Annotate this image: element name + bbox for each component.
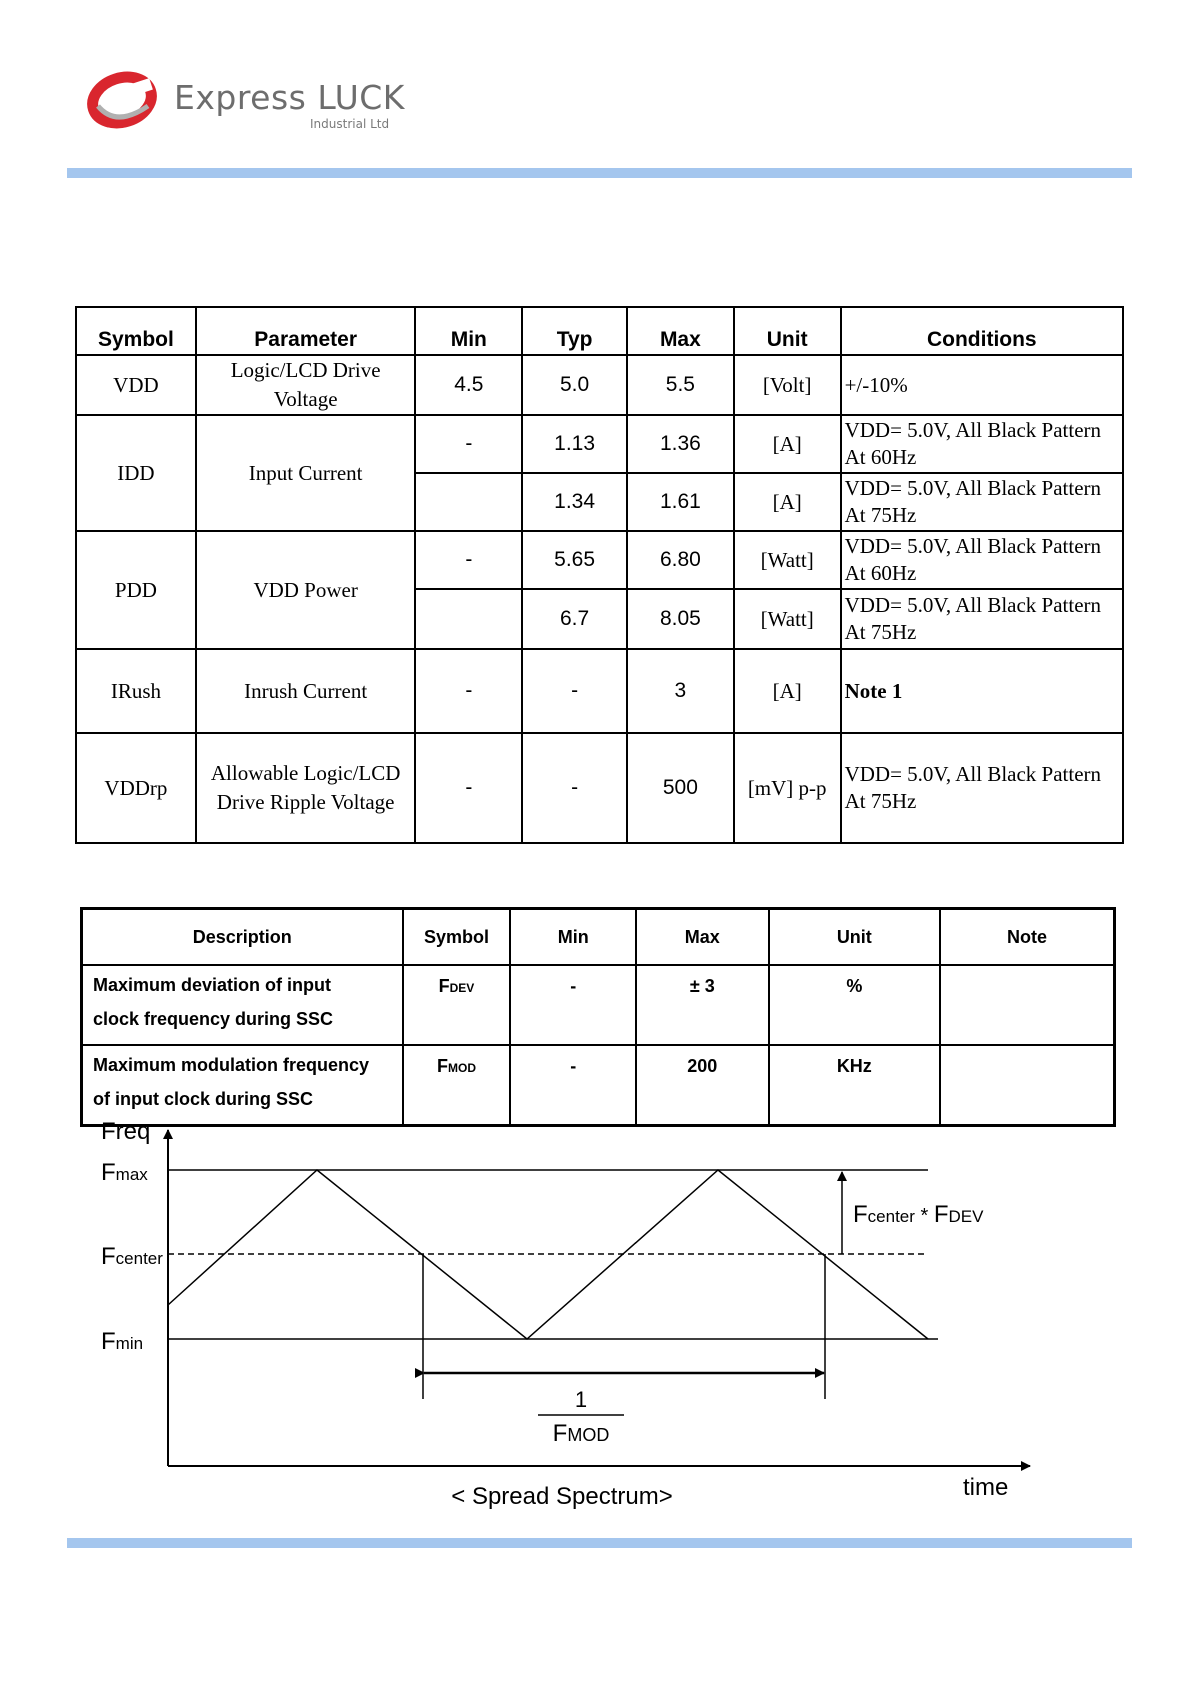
pdd-r1-min: - [415, 531, 522, 589]
col-header-conditions: Conditions [841, 307, 1123, 355]
dev-label-sub: center [867, 1207, 915, 1226]
col-header-description: Description [82, 909, 403, 966]
vdd-unit: [Volt] [734, 355, 841, 415]
irush-typ: - [522, 649, 627, 733]
irush-parameter: Inrush Current [196, 649, 416, 733]
vdd-min: 4.5 [415, 355, 522, 415]
footer-rule [67, 1538, 1132, 1548]
idd-r1-min: - [415, 415, 522, 473]
fcenter-label [101, 1243, 163, 1270]
row2-desc-line1: Maximum modulation frequency [93, 1055, 370, 1075]
idd-symbol: IDD [76, 415, 196, 531]
vddrp-param-line2: Drive Ripple Voltage [216, 790, 395, 814]
col-header-unit: Unit [769, 909, 940, 966]
row2-unit: KHz [769, 1045, 940, 1126]
vddrp-max: 500 [627, 733, 734, 843]
vdd-param-line1: Logic/LCD Drive [230, 358, 381, 382]
row2-min: - [510, 1045, 636, 1126]
period-denom-sub: MOD [567, 1425, 610, 1445]
vddrp-unit: [mV] p-p [734, 733, 841, 843]
dev-label-main2: F [933, 1201, 949, 1228]
period-denom-main: F [552, 1420, 568, 1447]
y-axis-label: Freq [101, 1118, 151, 1145]
col-header-symbol: Symbol [403, 909, 511, 966]
deviation-label [853, 1201, 984, 1228]
row1-symbol-sub: DEV [449, 981, 475, 995]
fmin-label-sub: min [115, 1334, 144, 1353]
pdd-r2-max: 8.05 [627, 589, 734, 649]
idd-r2-cond1: VDD= 5.0V, All Black Pattern [844, 476, 1102, 500]
pdd-r2-unit: [Watt] [734, 589, 841, 649]
dev-label-op: * [914, 1205, 934, 1227]
pdd-r2-cond1: VDD= 5.0V, All Black Pattern [844, 593, 1102, 617]
fmax-label-main: F [101, 1159, 116, 1186]
pdd-r1-typ: 5.65 [522, 531, 627, 589]
irush-unit: [A] [734, 649, 841, 733]
vdd-conditions: +/-10% [841, 355, 1123, 415]
row1-symbol-main: F [438, 976, 450, 996]
vddrp-symbol: VDDrp [76, 733, 196, 843]
vddrp-cond2: At 75Hz [844, 789, 917, 813]
vdd-param-line2: Voltage [273, 387, 338, 411]
vdd-typ: 5.0 [522, 355, 627, 415]
idd-r2-cond2: At 75Hz [844, 503, 917, 527]
vdd-max: 5.5 [627, 355, 734, 415]
pdd-r1-cond1: VDD= 5.0V, All Black Pattern [844, 534, 1102, 558]
irush-conditions: Note 1 [841, 649, 1123, 733]
fmax-label [101, 1159, 148, 1186]
col-header-unit: Unit [734, 307, 841, 355]
idd-r2-max: 1.61 [627, 473, 734, 531]
fmax-label-sub: max [115, 1165, 148, 1184]
row1-unit: % [769, 965, 940, 1045]
pdd-r2-typ: 6.7 [522, 589, 627, 649]
col-header-note: Note [940, 909, 1114, 966]
row1-max: ± 3 [636, 965, 769, 1045]
irush-symbol: IRush [76, 649, 196, 733]
irush-min: - [415, 649, 522, 733]
fcenter-label-sub: center [115, 1249, 163, 1268]
vddrp-cond1: VDD= 5.0V, All Black Pattern [844, 762, 1102, 786]
fcenter-label-main: F [101, 1243, 116, 1270]
x-axis-label: time [963, 1474, 1009, 1501]
vddrp-typ: - [522, 733, 627, 843]
fmin-label-main: F [101, 1328, 116, 1355]
pdd-symbol: PDD [76, 531, 196, 649]
fmin-label [101, 1328, 143, 1355]
period-numerator: 1 [574, 1387, 588, 1412]
col-header-min: Min [415, 307, 522, 355]
row2-symbol-sub: MOD [447, 1061, 476, 1075]
idd-r1-unit: [A] [734, 415, 841, 473]
row1-min: - [510, 965, 636, 1045]
row1-desc-line1: Maximum deviation of input [93, 975, 332, 995]
col-header-max: Max [627, 307, 734, 355]
col-header-min: Min [510, 909, 636, 966]
idd-r1-max: 1.36 [627, 415, 734, 473]
period-denominator [553, 1420, 610, 1447]
pdd-parameter: VDD Power [196, 531, 416, 649]
idd-r1-cond1: VDD= 5.0V, All Black Pattern [844, 418, 1102, 442]
pdd-r1-max: 6.80 [627, 531, 734, 589]
pdd-r1-cond2: At 60Hz [844, 561, 917, 585]
row2-desc-line2: of input clock during SSC [93, 1089, 313, 1109]
pdd-r1-unit: [Watt] [734, 531, 841, 589]
dev-label-main: F [853, 1201, 868, 1228]
dev-label-sub2: DEV [948, 1207, 984, 1226]
idd-r1-cond2: At 60Hz [844, 445, 917, 469]
brand-name: Express LUCK [174, 78, 405, 117]
row2-symbol-main: F [436, 1056, 448, 1076]
irush-max: 3 [627, 649, 734, 733]
diagram-caption: < Spread Spectrum> [451, 1483, 673, 1510]
brand-subtitle: Industrial Ltd [310, 117, 390, 131]
idd-parameter: Input Current [196, 415, 416, 531]
pdd-r2-cond2: At 75Hz [844, 620, 917, 644]
idd-r2-typ: 1.34 [522, 473, 627, 531]
vdd-symbol: VDD [76, 355, 196, 415]
vddrp-param-line1: Allowable Logic/LCD [210, 761, 401, 785]
idd-r2-unit: [A] [734, 473, 841, 531]
row1-desc-line2: clock frequency during SSC [93, 1009, 334, 1029]
col-header-parameter: Parameter [196, 307, 416, 355]
row2-max: 200 [636, 1045, 769, 1126]
col-header-symbol: Symbol [76, 307, 196, 355]
col-header-max: Max [636, 909, 769, 966]
idd-r1-typ: 1.13 [522, 415, 627, 473]
col-header-typ: Typ [522, 307, 627, 355]
vddrp-min: - [415, 733, 522, 843]
